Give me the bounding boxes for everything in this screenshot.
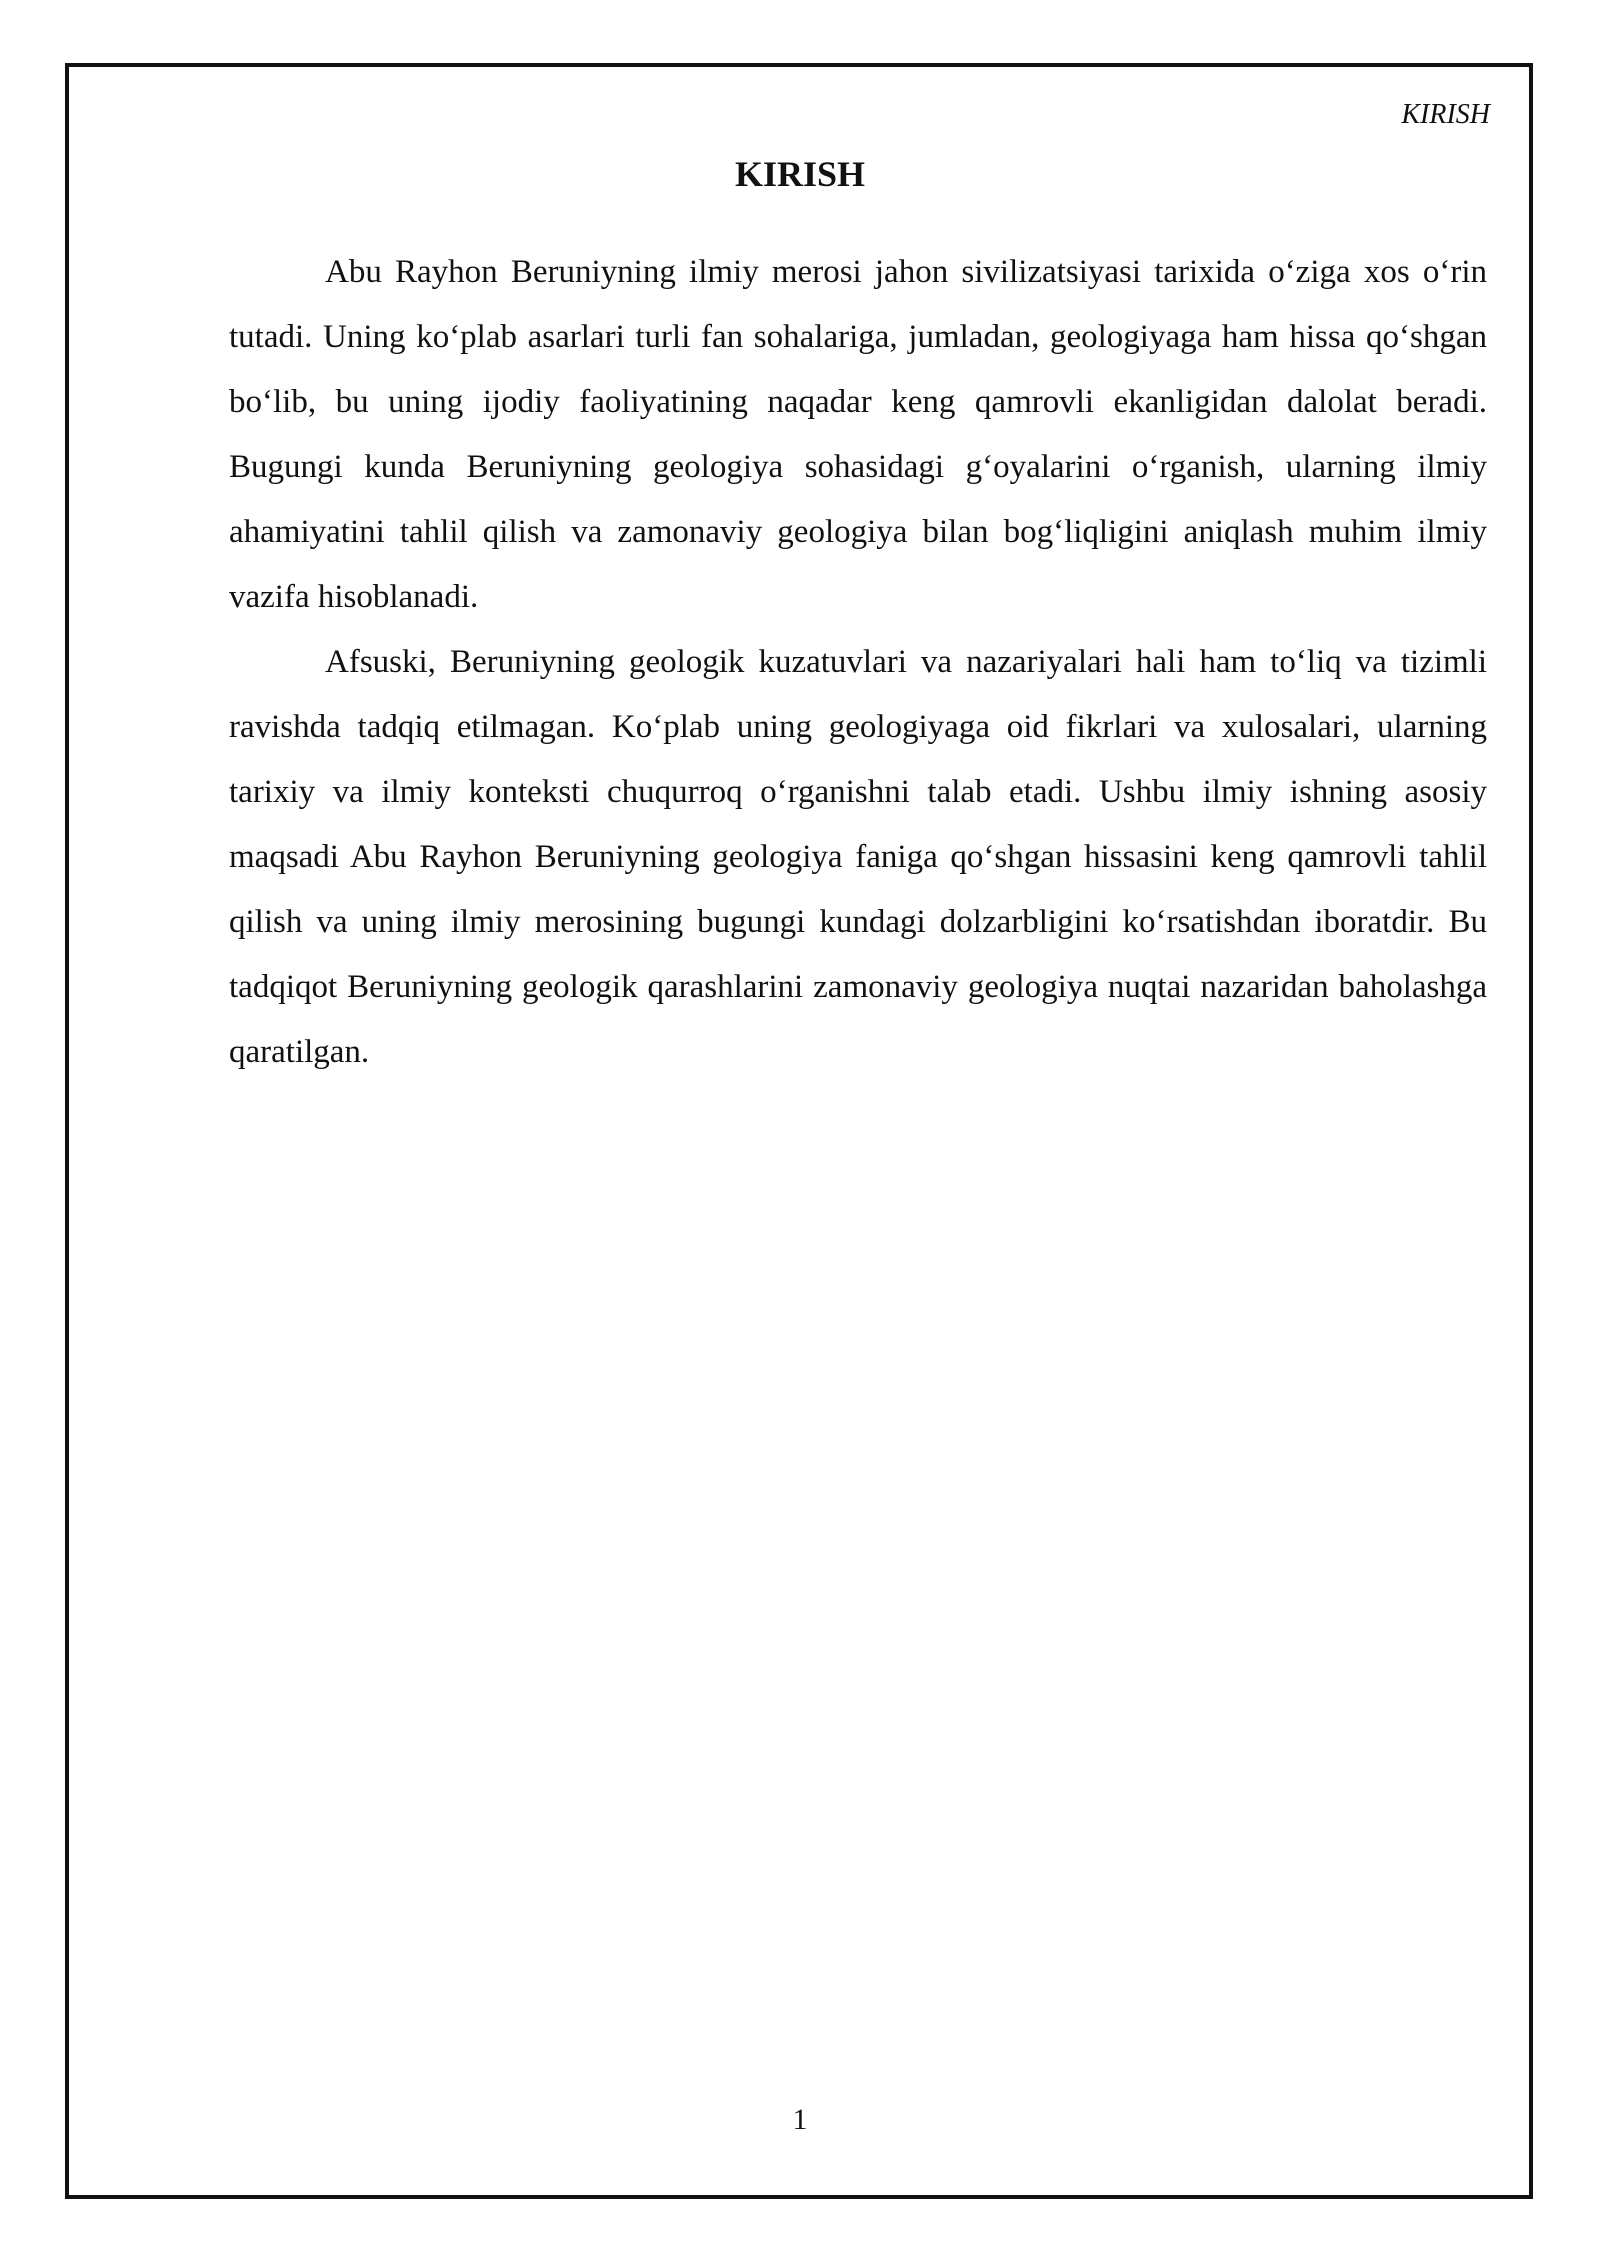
paragraph: Afsuski, Beruniyning geologik kuzatuvlari va nazariyalari hali ham to‘liq va tizimli ravishda tadqiq etilmagan. Ko‘plab uning geologiyaga oid fikrlari va xulosalari, ularning tarixiy va ilmiy konteksti chuqurroq o‘rganishni talab etadi. Ushbu ilmiy ishning asosiy maqsadi Abu Rayhon Beruniyning geologiya faniga qo‘shgan hissasini keng qamrovli tahlil qilish va uning ilmiy merosining bugungi kundagi dolzarbligini ko‘rsatishdan iboratdir. Bu tadqiqot Beruniyning geologik qarashlarini zamonaviy geologiya nuqtai nazaridan baholashga qaratilgan. xyxy=(229,644,1487,1070)
page-number: 1 xyxy=(792,2103,808,2136)
running-header: KIRISH xyxy=(1401,99,1490,130)
paragraph: Abu Rayhon Beruniyning ilmiy merosi jahon sivilizatsiyasi tarixida o‘ziga xos o‘rin tutadi. Uning ko‘plab asarlari turli fan sohalariga, jumladan, geologiyaga ham hissa qo‘shgan bo‘lib, bu uning ijodiy faoliyatining naqadar keng qamrovli ekanligidan dalolat beradi. Bugungi kunda Beruniyning geologiya sohasidagi g‘oyalarini o‘rganish, ularning ilmiy ahamiyatini tahlil qilish va zamonaviy geologiya bilan bog‘liqligini aniqlash muhim ilmiy vazifa hisoblanadi. xyxy=(229,254,1487,615)
body-text xyxy=(229,240,1487,1085)
page-title: KIRISH xyxy=(734,154,866,194)
